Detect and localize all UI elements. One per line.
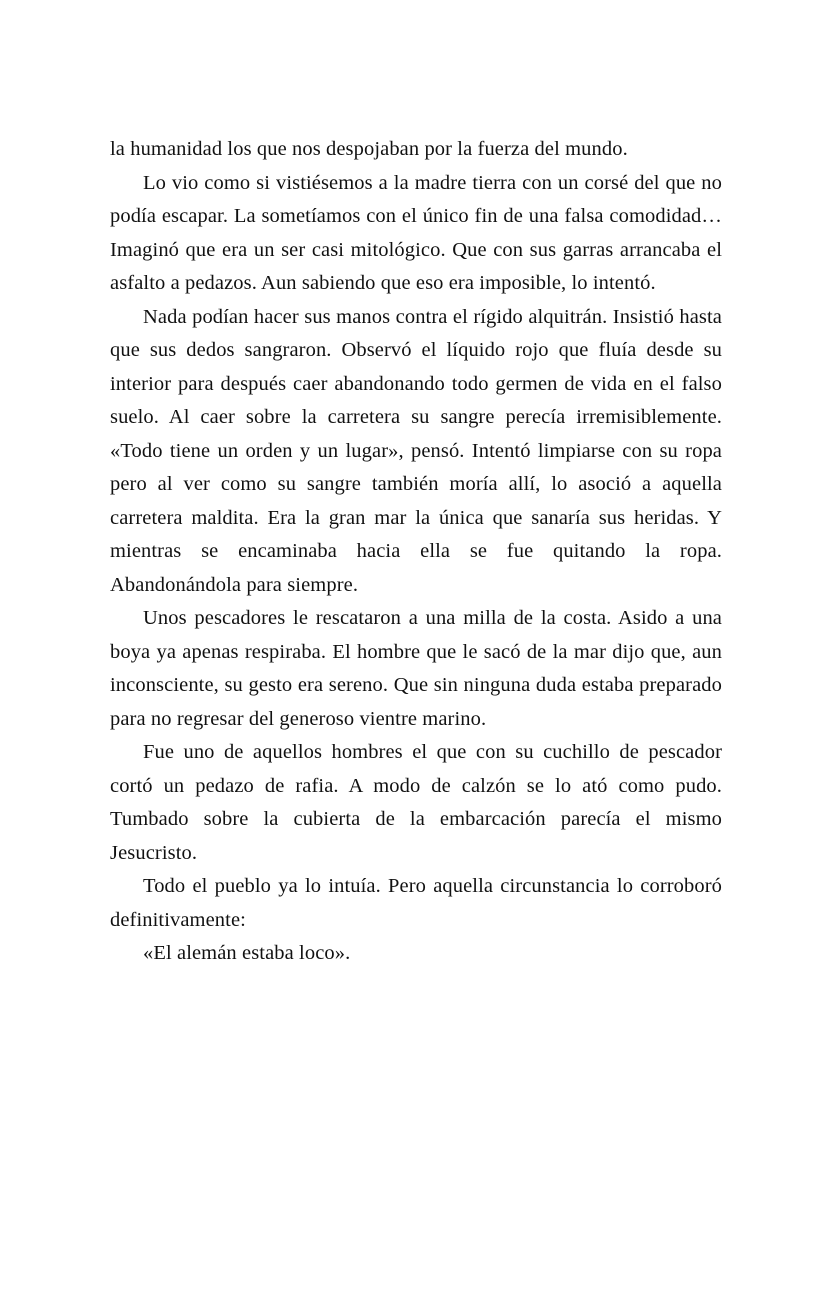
paragraph: Lo vio como si vistiésemos a la madre tierra con un corsé del que no podía escapar. La sometíamos con el único fin de una falsa comodidad… Imaginó que era un ser casi mitológico. Que con sus garras arrancaba el asfalto a pedazos. Aun sabiendo que eso era imposible, lo intentó. <box>110 171 722 294</box>
body-text-column <box>110 133 722 971</box>
paragraph-quoted-line: «El alemán estaba loco». <box>143 942 351 964</box>
paragraph-continuation: la humanidad los que nos despojaban por la fuerza del mundo. <box>110 138 628 160</box>
paragraph: Unos pescadores le rescataron a una milla de la costa. Asido a una boya ya apenas respiraba. El hombre que le sacó de la mar dijo que, aun inconsciente, su gesto era sereno. Que sin ninguna duda estaba preparado para no regresar del generoso vientre marino. <box>110 607 722 730</box>
paragraph: Fue uno de aquellos hombres el que con su cuchillo de pescador cortó un pedazo de rafia. A modo de calzón se lo ató como pudo. Tumbado sobre la cubierta de la embarcación parecía el mismo Jesucristo. <box>110 741 722 864</box>
paragraph: Todo el pueblo ya lo intuía. Pero aquella circunstancia lo corroboró definitivamente: <box>110 875 722 931</box>
paragraph: Nada podían hacer sus manos contra el rígido alquitrán. Insistió hasta que sus dedos sangraron. Observó el líquido rojo que fluía desde su interior para después caer abandonando todo germen de vida en el falso suelo. Al caer sobre la carretera su sangre perecía irremisiblemente. «Todo tiene un orden y un lugar», pensó. Intentó limpiarse con su ropa pero al ver como su sangre también moría allí, lo asoció a aquella carretera maldita. Era la gran mar la única que sanaría sus heridas. Y mientras se encaminaba hacia ella se fue quitando la ropa. Abandonándola para siempre. <box>110 305 722 596</box>
